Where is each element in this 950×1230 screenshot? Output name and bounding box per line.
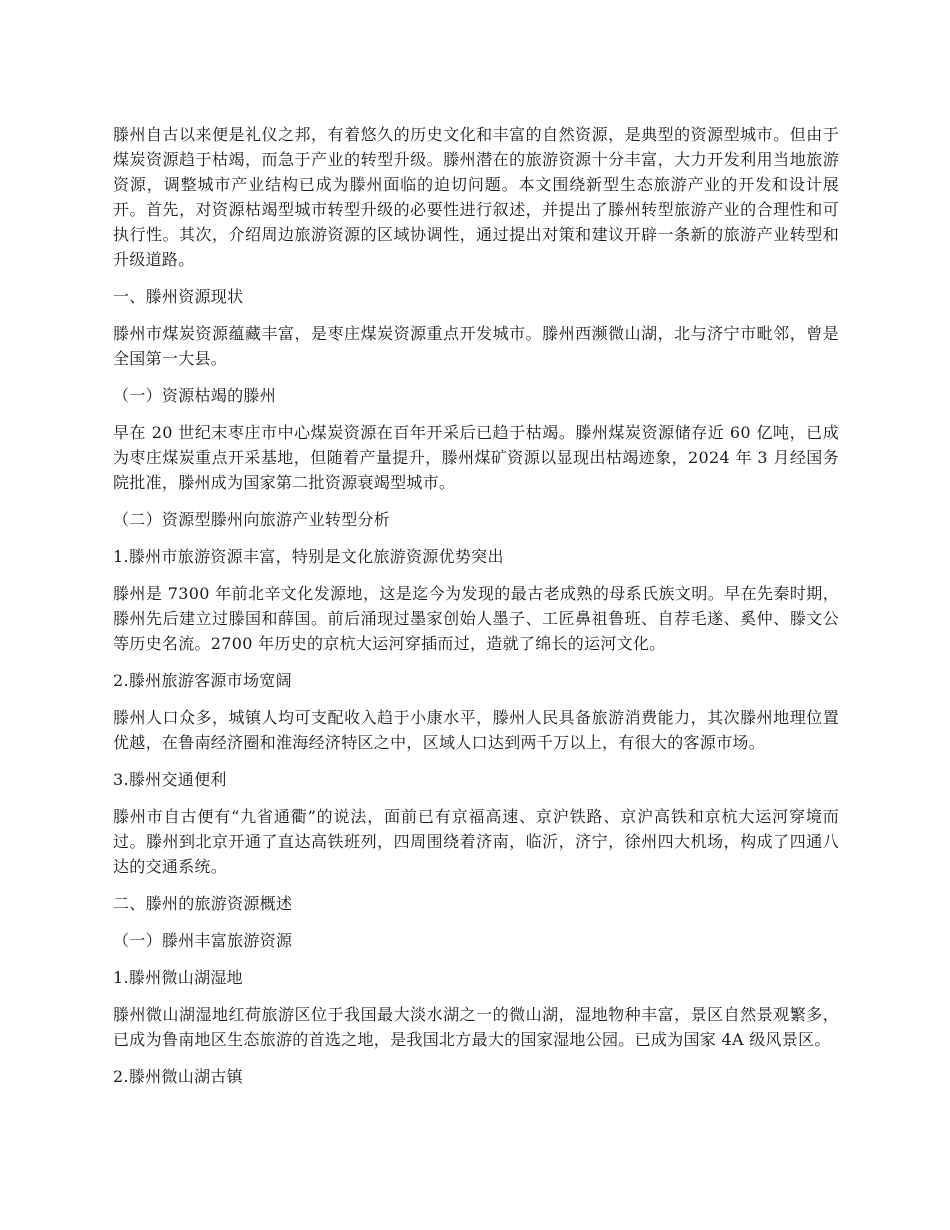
- subsection-heading: （二）资源型滕州向旅游产业转型分析: [113, 510, 391, 529]
- subsection-heading: （一）资源枯竭的滕州: [113, 386, 277, 405]
- section-heading-2: 二、滕州的旅游资源概述: [113, 894, 293, 913]
- paragraph: 滕州微山湖湿地红荷旅游区位于我国最大淡水湖之一的微山湖，湿地物种丰富，景区自然景观繁多，已成为鲁南地区生态旅游的首选之地，是我国北方最大的国家湿地公园。已成为国家 4A 级风景区。: [113, 1005, 839, 1049]
- document-body: [113, 122, 839, 1101]
- intro-paragraph: 滕州自古以来便是礼仪之邦，有着悠久的历史文化和丰富的自然资源，是典型的资源型城市。但由于煤炭资源趋于枯竭，而急于产业的转型升级。滕州潜在的旅游资源十分丰富，大力开发利用当地旅游资源，调整城市产业结构已成为滕州面临的迫切问题。本文围绕新型生态旅游产业的开发和设计展开。首先，对资源枯竭型城市转型升级的必要性进行叙述，并提出了滕州转型旅游产业的合理性和可执行性。其次，介绍周边旅游资源的区域协调性，通过提出对策和建议开辟一条新的旅游产业转型和升级道路。: [113, 125, 839, 269]
- paragraph: 滕州人口众多，城镇人均可支配收入趋于小康水平，滕州人民具备旅游消费能力，其次滕州地理位置优越，在鲁南经济圈和淮海经济特区之中，区域人口达到两千万以上，有很大的客源市场。: [113, 708, 839, 752]
- item-heading: 1.滕州微山湖湿地: [113, 968, 243, 987]
- paragraph: 滕州市煤炭资源蕴藏丰富，是枣庄煤炭资源重点开发城市。滕州西濒微山湖，北与济宁市毗邻，曾是全国第一大县。: [113, 324, 839, 368]
- item-heading: 1.滕州市旅游资源丰富，特别是文化旅游资源优势突出: [113, 547, 504, 566]
- subsection-heading: （一）滕州丰富旅游资源: [113, 931, 293, 950]
- item-heading: 3.滕州交通便利: [113, 770, 227, 789]
- paragraph: 滕州市自古便有“九省通衢”的说法，面前已有京福高速、京沪铁路、京沪高铁和京杭大运河穿境而过。滕州到北京开通了直达高铁班列，四周围绕着济南，临沂，济宁，徐州四大机场，构成了四通八达的交通系统。: [113, 807, 839, 876]
- item-heading: 2.滕州旅游客源市场宽阔: [113, 671, 292, 690]
- paragraph: 滕州是 7300 年前北辛文化发源地，这是迄今为发现的最古老成熟的母系氏族文明。早在先秦时期，滕州先后建立过滕国和薛国。前后涌现过墨家创始人墨子、工匠鼻祖鲁班、自荐毛遂、奚仲、滕文公等历史名流。2700 年历史的京杭大运河穿插而过，造就了绵长的运河文化。: [113, 584, 839, 653]
- paragraph: 早在 20 世纪末枣庄市中心煤炭资源在百年开采后已趋于枯竭。滕州煤炭资源储存近 60 亿吨，已成为枣庄煤炭重点开采基地，但随着产量提升，滕州煤矿资源以显现出枯竭迹象，2024 年 3 月经国务院批准，滕州成为国家第二批资源衰竭型城市。: [113, 423, 839, 492]
- item-heading: 2.滕州微山湖古镇: [113, 1067, 243, 1086]
- section-heading-1: 一、滕州资源现状: [113, 287, 244, 306]
